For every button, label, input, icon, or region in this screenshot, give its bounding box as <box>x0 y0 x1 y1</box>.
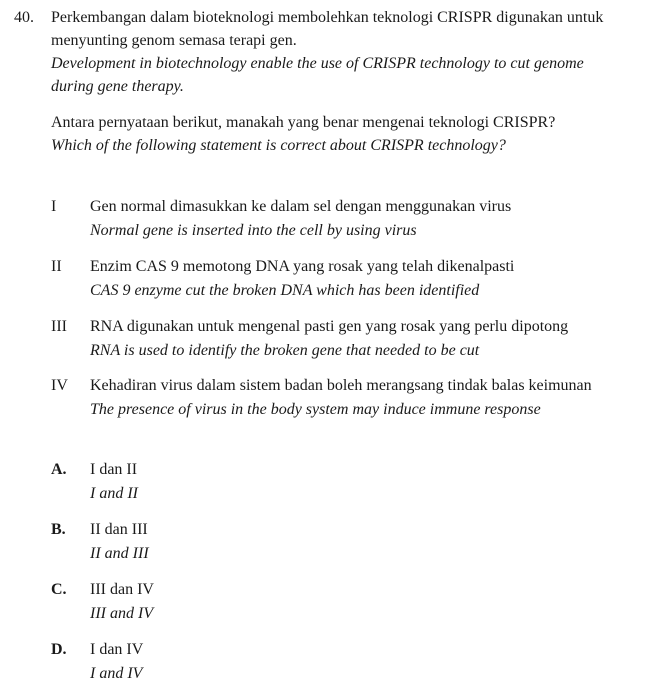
statement-malay: Gen normal dimasukkan ke dalam sel dengan menggunakan virus <box>90 198 512 215</box>
option-malay: I dan II <box>90 461 138 478</box>
statement-numeral: II <box>51 258 62 275</box>
statement-numeral: IV <box>51 377 68 394</box>
statement-english: CAS 9 enzyme cut the broken DNA which has been identified <box>90 282 480 299</box>
option-letter: D. <box>51 641 67 658</box>
statement-malay: RNA digunakan untuk mengenal pasti gen yang rosak yang perlu dipotong <box>90 318 569 335</box>
statement-english: The presence of virus in the body system may induce immune response <box>90 401 541 418</box>
statement-english: Normal gene is inserted into the cell by using virus <box>90 222 417 239</box>
option-malay: I dan IV <box>90 641 144 658</box>
question-prompt-malay: Antara pernyataan berikut, manakah yang benar mengenai teknologi CRISPR? <box>51 114 556 131</box>
option-english: II and III <box>90 545 149 562</box>
statement-numeral: III <box>51 318 67 335</box>
question-stem-english-line-1: Development in biotechnology enable the use of CRISPR technology to cut genome <box>51 55 584 72</box>
option-letter: A. <box>51 461 67 478</box>
question-stem-malay-line-2: menyunting genom semasa terapi gen. <box>51 32 297 49</box>
option-english: III and IV <box>90 605 154 622</box>
option-malay: II dan III <box>90 521 148 538</box>
option-letter: B. <box>51 521 66 538</box>
statement-malay: Kehadiran virus dalam sistem badan boleh merangsang tindak balas keimunan <box>90 377 592 394</box>
statement-english: RNA is used to identify the broken gene that needed to be cut <box>90 342 480 359</box>
statement-malay: Enzim CAS 9 memotong DNA yang rosak yang telah dikenalpasti <box>90 258 515 275</box>
option-english: I and IV <box>90 665 143 682</box>
question-stem-english-line-2: during gene therapy. <box>51 78 184 95</box>
statement-numeral: I <box>51 198 57 215</box>
option-english: I and II <box>90 485 138 502</box>
option-malay: III dan IV <box>90 581 154 598</box>
question-prompt-english: Which of the following statement is correct about CRISPR technology? <box>51 137 506 154</box>
question-stem-malay-line-1: Perkembangan dalam bioteknologi membolehkan teknologi CRISPR digunakan untuk <box>51 9 604 26</box>
option-letter: C. <box>51 581 67 598</box>
question-number: 40. <box>14 9 34 26</box>
